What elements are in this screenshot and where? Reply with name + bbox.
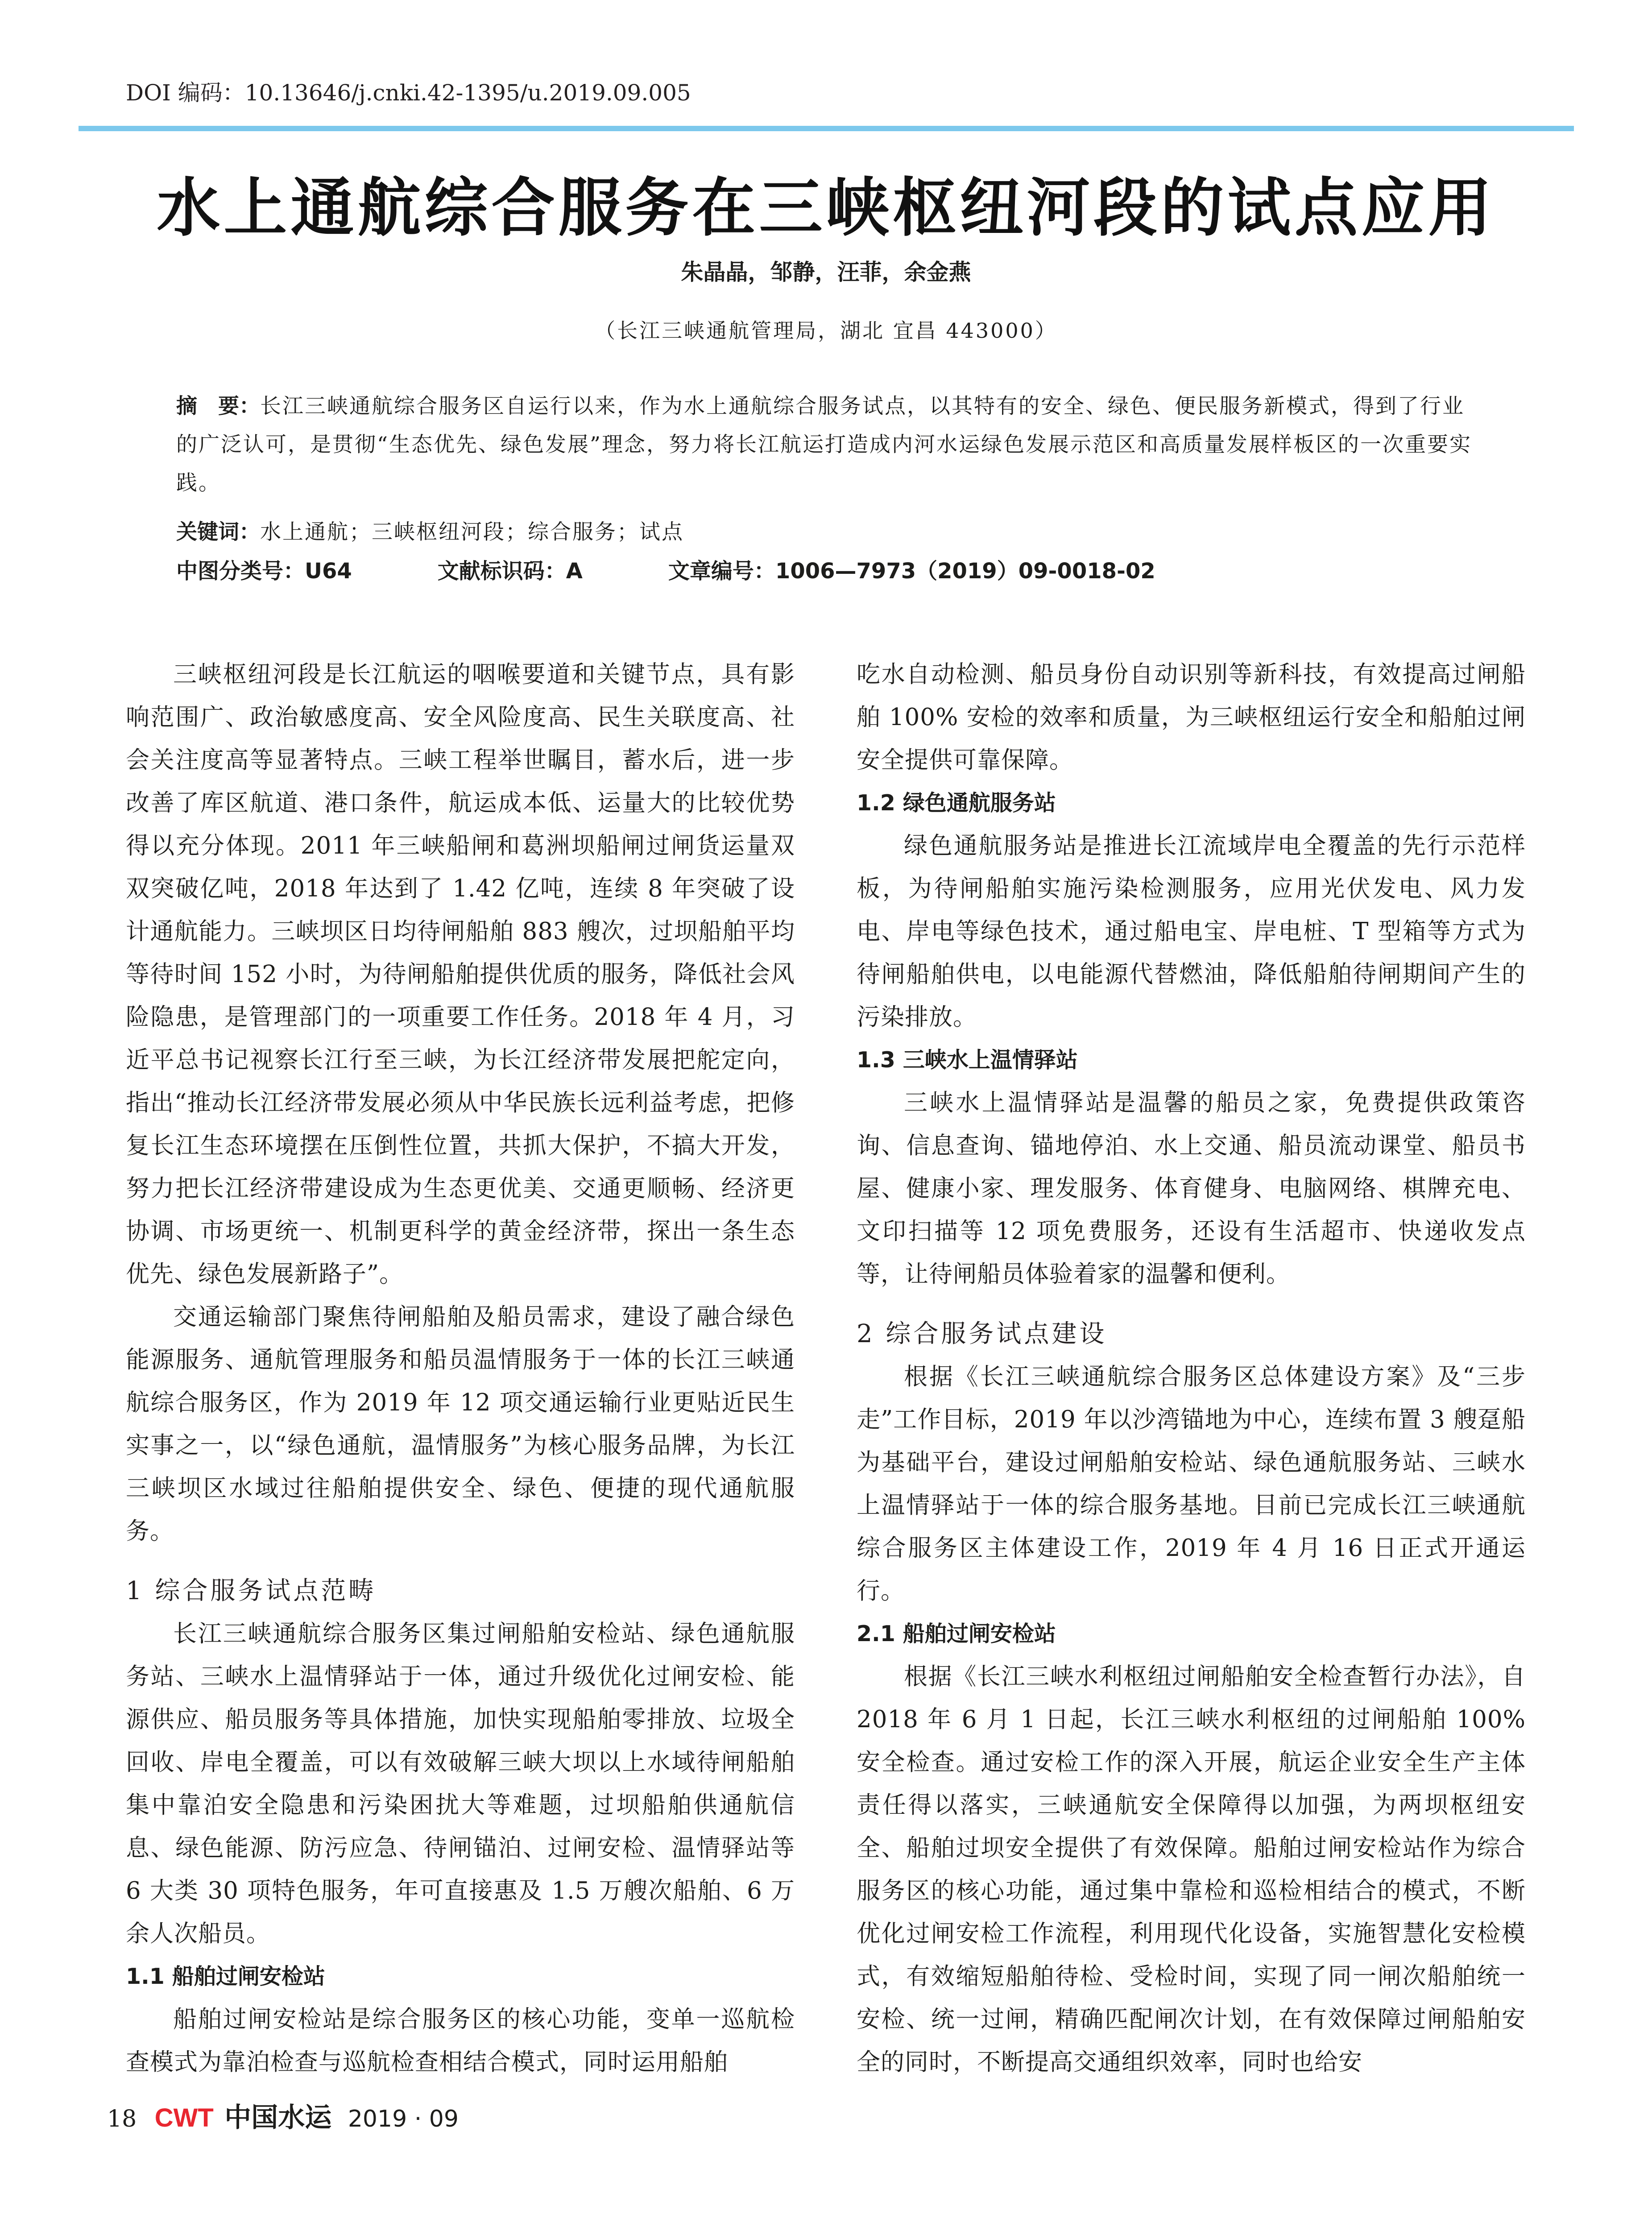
classification-line: 中图分类号：U64 文献标识码：A 文章编号：1006—7973（2019）09-0018-02 (176, 559, 1155, 584)
paragraph: 根据《长江三峡通航综合服务区总体建设方案》及“三步走”工作目标，2019 年以沙湾锚地为中心，连续布置 3 艘趸船为基础平台，建设过闸船舶安检站、绿色通航服务站、三峡水上温情驿站于一体的综合服务基地。目前已完成长江三峡通航综合服务区主体建设工作，2019 年 4 月 16 日正式开通运行。 (857, 1363, 1526, 1605)
article-affiliation: （长江三峡通航管理局，湖北 宜昌 443000） (595, 319, 1057, 343)
issue-label: 2019 · 09 (348, 2106, 459, 2132)
page-number: 18 (107, 2106, 137, 2132)
abstract-label: 摘 要： (176, 394, 260, 419)
section-heading: 1 综合服务试点范畴 (126, 1576, 377, 1605)
body-column-left (126, 653, 795, 2084)
article-title: 水上通航综合服务在三峡枢纽河段的试点应用 (157, 171, 1495, 245)
article-authors: 朱晶晶，邹静，汪菲，余金燕 (681, 259, 971, 285)
subsection-heading: 1.1 船舶过闸安检站 (126, 1964, 325, 1989)
paragraph: 船舶过闸安检站是综合服务区的核心功能，变单一巡航检查模式为靠泊检查与巡航检查相结合模式，同时运用船舶 (126, 2006, 795, 2076)
subsection-heading: 2.1 船舶过闸安检站 (857, 1621, 1056, 1646)
subsection-heading: 1.3 三峡水上温情驿站 (857, 1047, 1078, 1073)
section-heading: 2 综合服务试点建设 (857, 1319, 1107, 1348)
doi-line: DOI 编码：10.13646/j.cnki.42-1395/u.2019.09.005 (126, 80, 691, 106)
paragraph: 根据《长江三峡水利枢纽过闸船舶安全检查暂行办法》，自 2018 年 6 月 1 日起，长江三峡水利枢纽的过闸船舶 100% 安全检查。通过安检工作的深入开展，航运企业安全生产主体责任得以落实，三峡通航安全保障得以加强，为两坝枢纽安全、船舶过坝安全提供了有效保障。船舶过闸安检站作为综合服务区的核心功能，通过集中靠检和巡检相结合的模式，不断优化过闸安检工作流程，利用现代化设备，实施智慧化安检模式，有效缩短船舶待检、受检时间，实现了同一闸次船舶统一安检、统一过闸，精确匹配闸次计划，在有效保障过闸船舶安全的同时，不断提高交通组织效率，同时也给安 (857, 1663, 1526, 2076)
abstract-text: 长江三峡通航综合服务区自运行以来，作为水上通航综合服务试点，以其特有的安全、绿色、便民服务新模式，得到了行业的广泛认可，是贯彻“生态优先、绿色发展”理念，努力将长江航运打造成内河水运绿色发展示范区和高质量发展样板区的一次重要实践。 (176, 394, 1472, 495)
paragraph: 三峡枢纽河段是长江航运的咽喉要道和关键节点，具有影响范围广、政治敏感度高、安全风险度高、民生关联度高、社会关注度高等显著特点。三峡工程举世瞩目，蓄水后，进一步改善了库区航道、港口条件，航运成本低、运量大的比较优势得以充分体现。2011 年三峡船闸和葛洲坝船闸过闸货运量双双突破亿吨，2018 年达到了 1.42 亿吨，连续 8 年突破了设计通航能力。三峡坝区日均待闸船舶 883 艘次，过坝船舶平均等待时间 152 小时，为待闸船舶提供优质的服务，降低社会风险隐患，是管理部门的一项重要工作任务。2018 年 4 月，习近平总书记视察长江行至三峡，为长江经济带发展把舵定向，指出“推动长江经济带发展必须从中华民族长远利益考虑，把修复长江生态环境摆在压倒性位置，共抓大保护，不搞大开发，努力把长江经济带建设成为生态更优美、交通更顺畅、经济更协调、市场更统一、机制更科学的黄金经济带，探出一条生态优先、绿色发展新路子”。 (126, 661, 795, 1288)
brand-logo: CWT (154, 2103, 214, 2132)
paragraph: 交通运输部门聚焦待闸船舶及船员需求，建设了融合绿色能源服务、通航管理服务和船员温情服务于一体的长江三峡通航综合服务区，作为 2019 年 12 项交通运输行业更贴近民生实事之一，以“绿色通航，温情服务”为核心服务品牌，为长江三峡坝区水域过往船舶提供安全、绿色、便捷的现代通航服务。 (126, 1303, 795, 1545)
paragraph: 长江三峡通航综合服务区集过闸船舶安检站、绿色通航服务站、三峡水上温情驿站于一体，通过升级优化过闸安检、能源供应、船员服务等具体措施，加快实现船舶零排放、垃圾全回收、岸电全覆盖，可以有效破解三峡大坝以上水域待闸船舶集中靠泊安全隐患和污染困扰大等难题，过坝船舶供通航信息、绿色能源、防污应急、待闸锚泊、过闸安检、温情驿站等 6 大类 30 项特色服务，年可直接惠及 1.5 万艘次船舶、6 万余人次船员。 (126, 1620, 795, 1947)
keywords-label: 关键词： (176, 520, 260, 544)
header-rule (79, 126, 1574, 131)
keywords-text: 水上通航；三峡枢纽河段；综合服务；试点 (260, 520, 684, 544)
paragraph: 三峡水上温情驿站是温馨的船员之家，免费提供政策咨询、信息查询、锚地停泊、水上交通、船员流动课堂、船员书屋、健康小家、理发服务、体育健身、电脑网络、棋牌充电、文印扫描等 12 项免费服务，还设有生活超市、快递收发点等，让待闸船员体验着家的温馨和便利。 (857, 1089, 1526, 1288)
page-footer (107, 2096, 459, 2135)
magazine-name: 中国水运 (224, 2102, 332, 2133)
subsection-heading: 1.2 绿色通航服务站 (857, 790, 1056, 816)
paragraph: 绿色通航服务站是推进长江流域岸电全覆盖的先行示范样板，为待闸船舶实施污染检测服务，应用光伏发电、风力发电、岸电等绿色技术，通过船电宝、岸电桩、T 型箱等方式为待闸船舶供电，以电能源代替燃油，降低船舶待闸期间产生的污染排放。 (857, 832, 1526, 1031)
body-column-right (857, 653, 1526, 2084)
keywords-block (176, 513, 684, 552)
paragraph: 吃水自动检测、船员身份自动识别等新科技，有效提高过闸船舶 100% 安检的效率和质量，为三峡枢纽运行安全和船舶过闸安全提供可靠保障。 (857, 661, 1526, 774)
abstract-block (176, 387, 1474, 502)
